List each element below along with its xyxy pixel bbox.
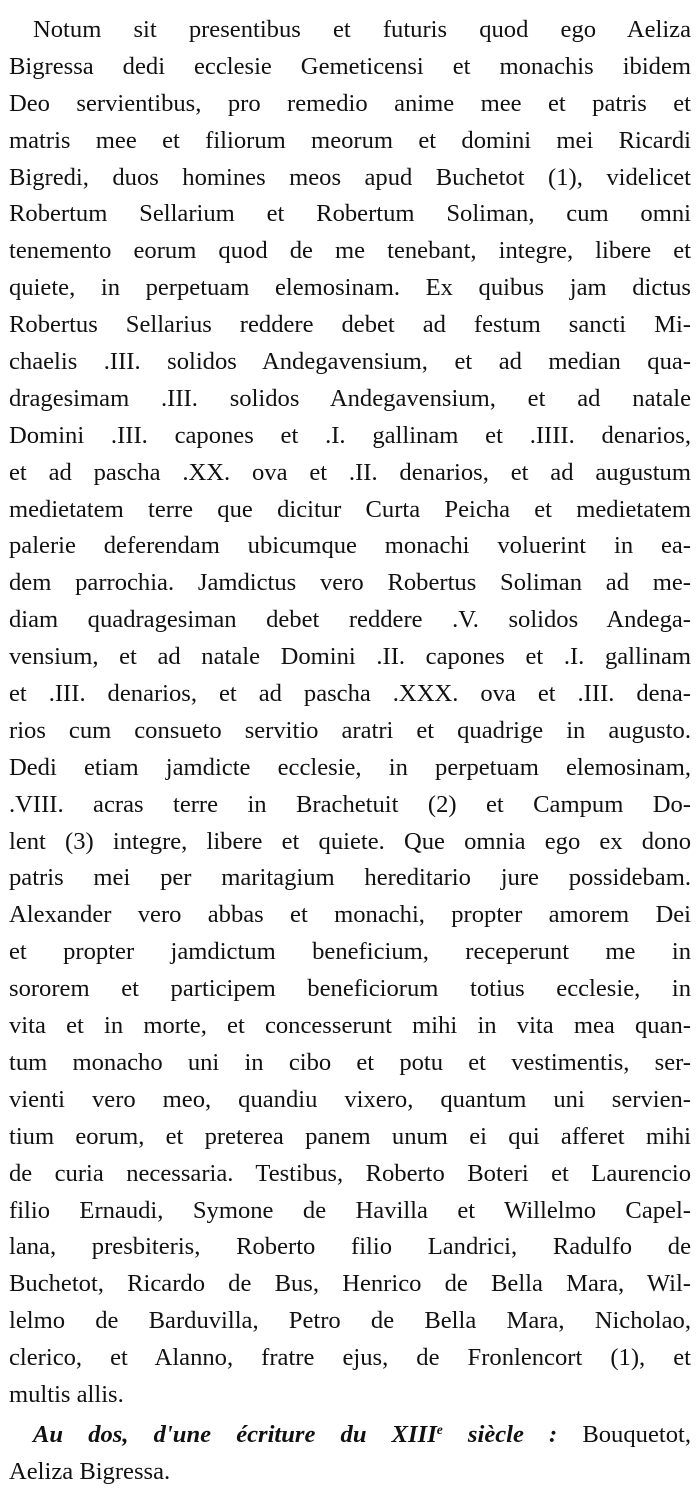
dorsal-note (9, 1417, 691, 1491)
charter-line: Alexander vero abbas et monachi, propter amorem Dei (9, 901, 691, 929)
charter-line: dem parrochia. Jamdictus vero Robertus Soliman ad me- (9, 569, 691, 597)
charter-line: Deo servientibus, pro remedio anime mee et patris et (9, 89, 691, 117)
charter-line: Buchetot, Ricardo de Bus, Henrico de Bella Mara, Wil- (9, 1270, 691, 1298)
charter-line: Dedi etiam jamdicte ecclesie, in perpetuam elemosinam, (9, 753, 691, 781)
charter-line: vienti vero meo, quandiu vixero, quantum uni servien- (9, 1085, 691, 1113)
charter-line: et ad pascha .XX. ova et .II. denarios, et ad augustum (9, 458, 691, 486)
charter-line: clerico, et Alanno, fratre ejus, de Fronlencort (1), et (9, 1344, 691, 1372)
charter-line: patris mei per maritagium hereditario jure possidebam. (9, 864, 691, 892)
charter-line: chaelis .III. solidos Andegavensium, et ad median qua- (9, 348, 691, 376)
charter-line: lent (3) integre, libere et quiete. Que omnia ego ex dono (9, 827, 691, 855)
charter-line: et propter jamdictum beneficium, receperunt me in (9, 938, 691, 966)
charter-text (9, 12, 691, 1414)
charter-line: Robertus Sellarius reddere debet ad festum sancti Mi- (9, 311, 691, 339)
charter-line: Bigredi, duos homines meos apud Buchetot (1), videlicet (9, 163, 691, 191)
dorsal-note-text: Bouquetot, (557, 1420, 691, 1448)
charter-line: diam quadragesiman debet reddere .V. solidos Andega- (9, 606, 691, 634)
charter-line: Robertum Sellarium et Robertum Soliman, cum omni (9, 200, 691, 228)
charter-line: dragesimam .III. solidos Andegavensium, et ad natale (9, 384, 691, 412)
charter-line: et .III. denarios, et ad pascha .XXX. ova et .III. dena- (9, 680, 691, 708)
charter-line: de curia necessaria. Testibus, Roberto Boteri et Laurencio (9, 1159, 691, 1187)
dorsal-note-line-2: Aeliza Bigressa. (9, 1457, 171, 1485)
charter-line: Notum sit presentibus et futuris quod ego Aeliza (33, 16, 691, 43)
document-page (9, 12, 691, 1491)
charter-line: palerie deferendam ubicumque monachi voluerint in ea- (9, 532, 691, 560)
charter-line: sororem et participem beneficiorum totius ecclesie, in (9, 975, 691, 1003)
charter-line: vita et in morte, et concesserunt mihi in vita mea quan- (9, 1012, 691, 1040)
charter-line: vensium, et ad natale Domini .II. capones et .I. gallinam (9, 643, 691, 671)
charter-line: tium eorum, et preterea panem unum ei qui afferet mihi (9, 1122, 691, 1150)
charter-line: multis allis. (9, 1380, 124, 1408)
dorsal-note-label: Au dos, d'une écriture du XIIIe siècle : (33, 1420, 558, 1448)
charter-line: tenemento eorum quod de me tenebant, integre, libere et (9, 237, 691, 265)
charter-line: lelmo de Barduvilla, Petro de Bella Mara, Nicholao, (9, 1307, 691, 1335)
charter-line: filio Ernaudi, Symone de Havilla et Willelmo Capel- (9, 1196, 691, 1224)
charter-line: Domini .III. capones et .I. gallinam et .IIII. denarios, (9, 421, 691, 449)
charter-line: medietatem terre que dicitur Curta Peicha et medietatem (9, 495, 691, 523)
dorsal-note-line-1 (9, 1417, 691, 1454)
charter-line: Bigressa dedi ecclesie Gemeticensi et monachis ibidem (9, 52, 691, 80)
charter-line: tum monacho uni in cibo et potu et vestimentis, ser- (9, 1048, 691, 1076)
charter-line: matris mee et filiorum meorum et domini mei Ricardi (9, 126, 691, 154)
charter-line: quiete, in perpetuam elemosinam. Ex quibus jam dictus (9, 274, 691, 302)
charter-line: rios cum consueto servitio aratri et quadrige in augusto. (9, 716, 691, 744)
charter-line: .VIII. acras terre in Brachetuit (2) et Campum Do- (9, 790, 691, 818)
charter-line: lana, presbiteris, Roberto filio Landrici, Radulfo de (9, 1233, 691, 1261)
